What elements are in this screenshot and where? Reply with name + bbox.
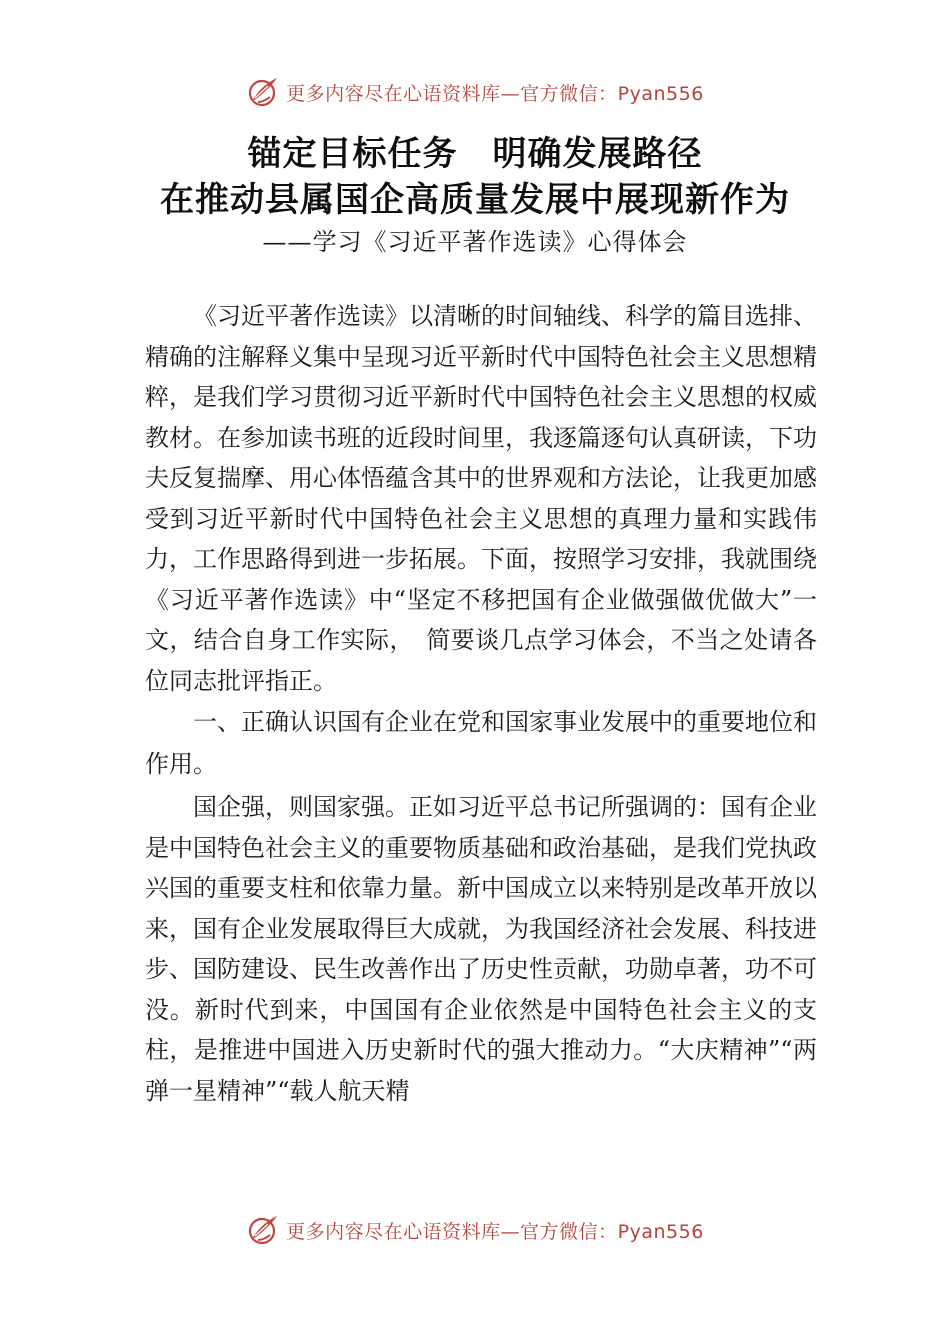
- document-title-line-1: 锚定目标任务 明确发展路径: [247, 134, 703, 174]
- paragraph-section-1: 国企强，则国家强。正如习近平总书记所强调的：国有企业是中国特色社会主义的重要物质基础和政治基础，是我们党执政兴国的重要支柱和依靠力量。新中国成立以来特别是改革开放以来，国有企业发展取得巨大成就，为我国经济社会发展、科技进步、国防建设、民生改善作出了历史性贡献，功勋卓著，功不可没。新时代到来，中国国有企业依然是中国特色社会主义的支柱，是推进中国进入历史新时代的强大推动力。“大庆精神”“两弹一星精神”“载人航天精: [145, 793, 817, 1105]
- quill-pen-logo-icon: [246, 1213, 280, 1247]
- footer-watermark: [0, 1210, 950, 1250]
- section-heading-1: 一、正确认识国有企业在党和国家事业发展中的重要地位和作用。: [145, 708, 817, 778]
- watermark-text: 更多内容尽在心语资料库—官方微信：Pyan556: [286, 1220, 704, 1243]
- document-body: [145, 296, 817, 1111]
- header-watermark: [0, 72, 950, 112]
- watermark-text: 更多内容尽在心语资料库—官方微信：Pyan556: [286, 82, 704, 105]
- quill-pen-logo-icon: [246, 75, 280, 109]
- watermark-wechat-id: Pyan556: [617, 1220, 704, 1243]
- watermark-wechat-id: Pyan556: [617, 82, 704, 105]
- document-title-line-2: 在推动县属国企高质量发展中展现新作为: [160, 180, 790, 220]
- document-subtitle: ——学习《习近平著作选读》心得体会: [262, 228, 688, 256]
- paragraph-intro: 《习近平著作选读》以清晰的时间轴线、科学的篇目选排、精确的注解释义集中呈现习近平新时代中国特色社会主义思想精粹，是我们学习贯彻习近平新时代中国特色社会主义思想的权威教材。在参加读书班的近段时间里，我逐篇逐句认真研读，下功夫反复揣摩、用心体悟蕴含其中的世界观和方法论，让我更加感受到习近平新时代中国特色社会主义思想的真理力量和实践伟力，工作思路得到进一步拓展。下面，按照学习安排，我就围绕《习近平著作选读》中“坚定不移把国有企业做强做优做大”一文，结合自身工作实际， 简要谈几点学习体会，不当之处请各位同志批评指正。: [145, 302, 817, 695]
